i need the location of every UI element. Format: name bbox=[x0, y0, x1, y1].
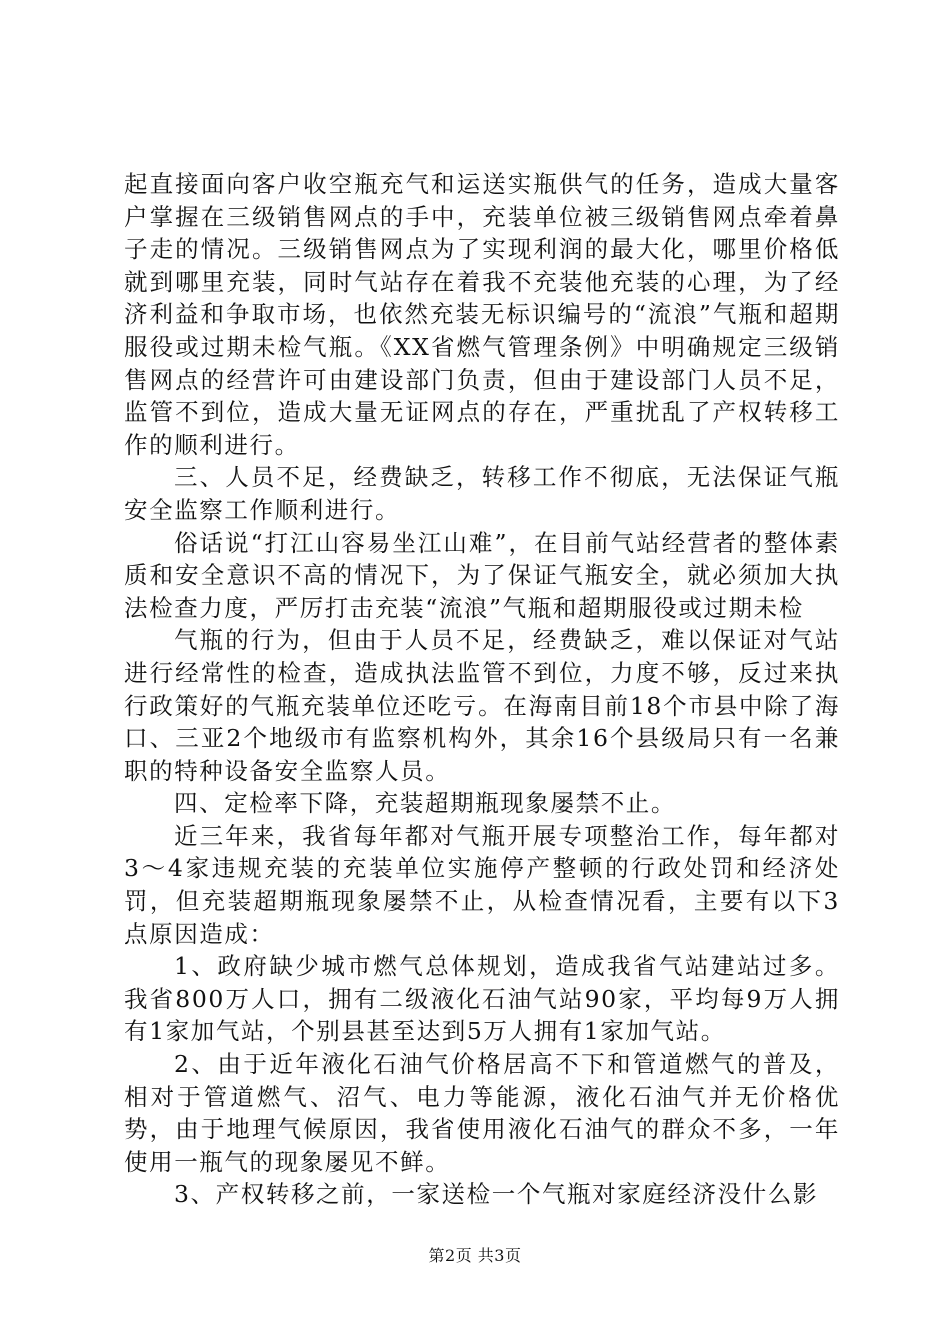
paragraph: 近三年来，我省每年都对气瓶开展专项整治工作，每年都对3～4家违规充装的充装单位实施停产整顿的行政处罚和经济处罚，但充装超期瓶现象屡禁不止，从检查情况看，主要有以下3点原因造成： bbox=[124, 821, 840, 948]
page-total: 共3页 bbox=[477, 1246, 522, 1265]
list-item: 1、政府缺少城市燃气总体规划，造成我省气站建站过多。我省800万人口，拥有二级液化石油气站90家，平均每9万人拥有1家加气站，个别县甚至达到5万人拥有1家加气站。 bbox=[124, 952, 840, 1046]
page-footer bbox=[0, 1246, 950, 1266]
list-item: 3、产权转移之前，一家送检一个气瓶对家庭经济没什么影 bbox=[174, 1180, 819, 1209]
paragraph-continued: 起直接面向客户收空瓶充气和运送实瓶供气的任务，造成大量客户掌握在三级销售网点的手中，充装单位被三级销售网点牵着鼻子走的情况。三级销售网点为了实现利润的最大化，哪里价格低就到哪里充装，同时气站存在着我不充装他充装的心理，为了经济利益和争取市场，也依然充装无标识编号的“流浪”气瓶和超期服役或过期未检气瓶。《XX省燃气管理条例》中明确规定三级销售网点的经营许可由建设部门负责，但由于建设部门人员不足，监管不到位，造成大量无证网点的存在，严重扰乱了产权转移工作的顺利进行。 bbox=[124, 170, 840, 459]
page-number: 第2页 bbox=[428, 1246, 473, 1265]
section-heading-four: 四、定检率下降，充装超期瓶现象屡禁不止。 bbox=[174, 789, 676, 818]
list-item: 2、由于近年液化石油气价格居高不下和管道燃气的普及，相对于管道燃气、沼气、电力等能源，液化石油气并无价格优势，由于地理气候原因，我省使用液化石油气的群众不多，一年使用一瓶气的现象屡见不鲜。 bbox=[124, 1050, 840, 1176]
paragraph: 俗话说“打江山容易坐江山难”，在目前气站经营者的整体素质和安全意识不高的情况下，为了保证气瓶安全，就必须加大执法检查力度，严厉打击充装“流浪”气瓶和超期服役或过期未检 bbox=[124, 528, 840, 622]
paragraph: 气瓶的行为，但由于人员不足，经费缺乏，难以保证对气站进行经常性的检查，造成执法监管不到位，力度不够，反过来执行政策好的气瓶充装单位还吃亏。在海南目前18个市县中除了海口、三亚2个地级市有监察机构外，其余16个县级局只有一名兼职的特种设备安全监察人员。 bbox=[124, 626, 840, 785]
section-heading-three: 三、人员不足，经费缺乏，转移工作不彻底，无法保证气瓶安全监察工作顺利进行。 bbox=[124, 463, 840, 524]
document-body bbox=[124, 168, 840, 1211]
